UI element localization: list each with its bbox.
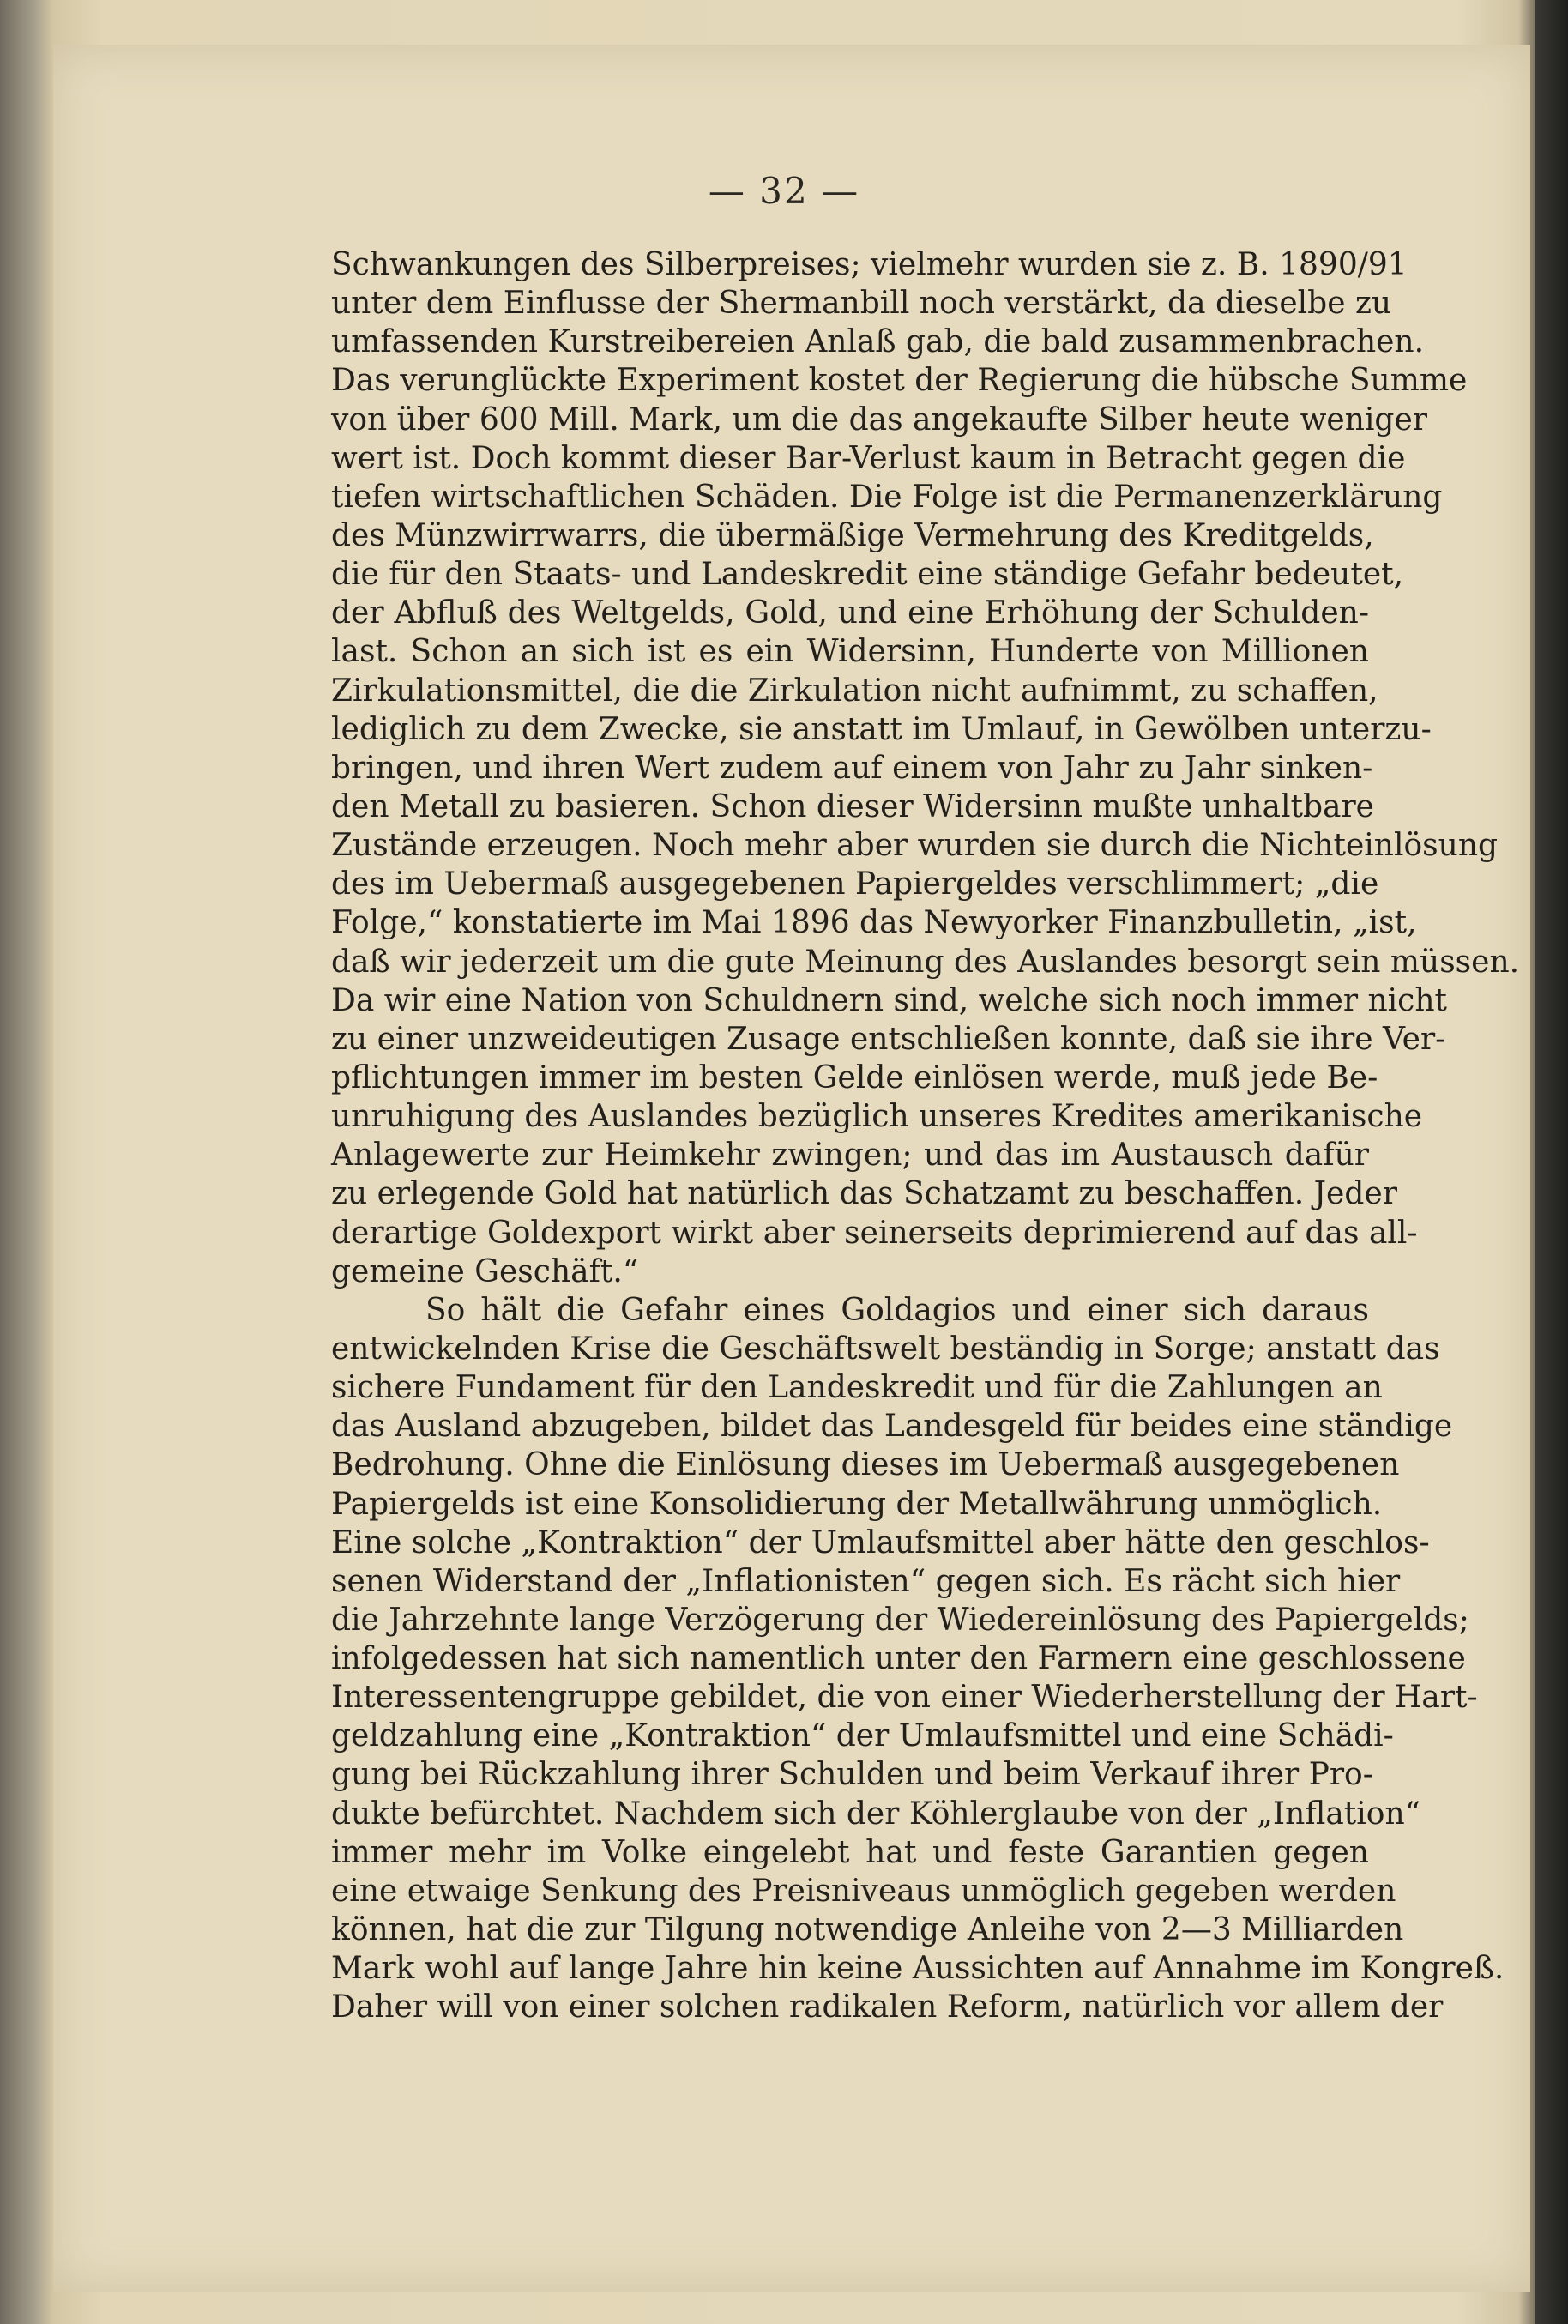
text-line: umfassenden Kurstreibereien Anlaß gab, die bald zusammenbrachen. <box>331 324 1425 360</box>
text-line: von über 600 Mill. Mark, um die das angekaufte Silber heute weniger <box>331 401 1427 438</box>
text-line: Papiergelds ist eine Konsolidierung der Metallwährung unmöglich. <box>331 1486 1383 1522</box>
text-line: last. Schon an sich ist es ein Widersinn, Hunderte von Millionen <box>331 634 1369 670</box>
text-line: das Ausland abzugeben, bildet das Landesgeld für beides eine ständige <box>331 1409 1453 1445</box>
text-line: der Abfluß des Weltgelds, Gold, und eine Erhöhung der Schulden- <box>331 595 1369 631</box>
text-line: des im Uebermaß ausgegebenen Papiergeldes verschlimmert; „die <box>331 866 1379 902</box>
text-line: immer mehr im Volke eingelebt hat und feste Garantien gegen <box>331 1834 1369 1870</box>
text-line: Anlagewerte zur Heimkehr zwingen; und das im Austausch dafür <box>331 1138 1369 1174</box>
text-line: entwickelnden Krise die Geschäftswelt beständig in Sorge; anstatt das <box>331 1331 1440 1367</box>
text-line: Schwankungen des Silberpreises; vielmehr wurden sie z. B. 1890/91 <box>331 247 1408 282</box>
text-line: sichere Fundament für den Landeskredit und für die Zahlungen an <box>331 1370 1383 1406</box>
text-line: Zustände erzeugen. Noch mehr aber wurden sie durch die Nichteinlösung <box>331 828 1499 864</box>
text-line: tiefen wirtschaftlichen Schäden. Die Folge ist die Permanenzerklärung <box>331 479 1443 515</box>
text-line: zu erlegende Gold hat natürlich das Schatzamt zu beschaffen. Jeder <box>331 1176 1397 1212</box>
text-line: den Metall zu basieren. Schon dieser Widersinn mußte unhaltbare <box>331 788 1374 824</box>
text-line: können, hat die zur Tilgung notwendige Anleihe von 2—3 Milliarden <box>331 1912 1404 1948</box>
text-line: wert ist. Doch kommt dieser Bar-Verlust kaum in Betracht gegen die <box>331 440 1406 476</box>
text-line: derartige Goldexport wirkt aber seinerseits deprimierend auf das all- <box>331 1215 1418 1251</box>
text-line: eine etwaige Senkung des Preisniveaus unmöglich gegeben werden <box>331 1873 1396 1909</box>
text-line: Da wir eine Nation von Schuldnern sind, welche sich noch immer nicht <box>331 982 1447 1018</box>
text-line: die für den Staats- und Landeskredit eine ständige Gefahr bedeutet, <box>331 557 1404 593</box>
text-line: infolgedessen hat sich namentlich unter den Farmern eine geschlossene <box>331 1641 1466 1677</box>
text-line: senen Widerstand der „Inflationisten“ gegen sich. Es rächt sich hier <box>331 1563 1401 1599</box>
text-line: Folge,“ konstatierte im Mai 1896 das Newyorker Finanzbulletin, „ist, <box>331 905 1417 941</box>
text-line: Zirkulationsmittel, die die Zirkulation nicht aufnimmt, zu schaffen, <box>331 673 1378 709</box>
text-line: Daher will von einer solchen radikalen Reform, natürlich vor allem der <box>331 1989 1444 2025</box>
text-line: dukte befürchtet. Nachdem sich der Köhlerglaube von der „Inflation“ <box>331 1796 1421 1832</box>
text-line: Das verunglückte Experiment kostet der Regierung die hübsche Summe <box>331 363 1468 399</box>
text-line: die Jahrzehnte lange Verzögerung der Wiedereinlösung des Papiergelds; <box>331 1602 1469 1638</box>
text-line: Interessentengruppe gebildet, die von einer Wiederherstellung der Hart- <box>331 1680 1478 1716</box>
text-line: Bedrohung. Ohne die Einlösung dieses im Uebermaß ausgegebenen <box>331 1447 1400 1483</box>
body-text <box>331 245 1520 2026</box>
page-number: — 32 — <box>708 170 860 212</box>
text-line: unter dem Einflusse der Shermanbill noch verstärkt, da dieselbe zu <box>331 286 1392 322</box>
text-line: zu einer unzweideutigen Zusage entschließen konnte, daß sie ihre Ver- <box>331 1021 1446 1057</box>
text-line: gung bei Rückzahlung ihrer Schulden und beim Verkauf ihrer Pro- <box>331 1757 1373 1793</box>
binding-edge <box>1535 0 1568 2324</box>
text-line: lediglich zu dem Zwecke, sie anstatt im Umlauf, in Gewölben unterzu- <box>331 711 1432 747</box>
text-line: So hält die Gefahr eines Goldagios und einer sich daraus <box>425 1292 1369 1328</box>
text-line: daß wir jederzeit um die gute Meinung des Auslandes besorgt sein müssen. <box>331 944 1520 980</box>
text-line: des Münzwirrwarrs, die übermäßige Vermehrung des Kreditgelds, <box>331 517 1374 553</box>
text-line: pflichtungen immer im besten Gelde einlösen werde, muß jede Be- <box>331 1059 1378 1096</box>
text-line: Eine solche „Kontraktion“ der Umlaufsmittel aber hätte den geschlos- <box>331 1524 1430 1560</box>
text-line: Mark wohl auf lange Jahre hin keine Aussichten auf Annahme im Kongreß. <box>331 1951 1505 1987</box>
text-line: bringen, und ihren Wert zudem auf einem von Jahr zu Jahr sinken- <box>331 750 1373 786</box>
text-line: gemeine Geschäft.“ <box>331 1253 639 1289</box>
text-line: geldzahlung eine „Kontraktion“ der Umlaufsmittel und eine Schädi- <box>331 1718 1394 1754</box>
text-line: unruhigung des Auslandes bezüglich unseres Kredites amerikanische <box>331 1099 1423 1135</box>
